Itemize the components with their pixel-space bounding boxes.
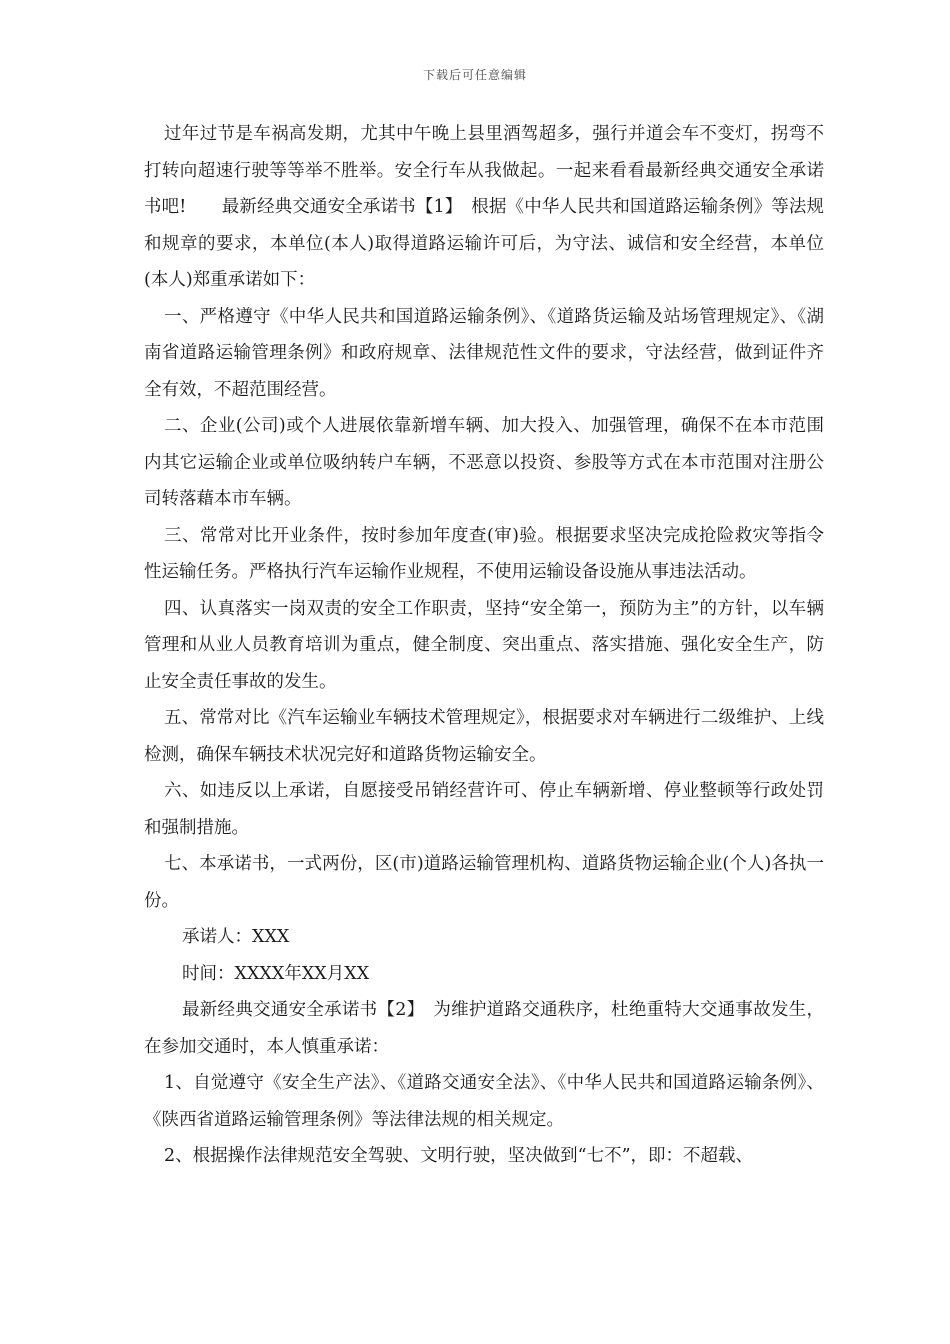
clause-2: 二、企业(公司)或个人进展依靠新增车辆、加大投入、加强管理，确保不在本市范围内其它运输企业或单位吸纳转户车辆，不恶意以投资、参股等方式在本市范围对注册公司转落藉本市车辆。 <box>144 416 824 509</box>
intro-paragraph: 过年过节是车祸高发期，尤其中午晚上县里酒驾超多，强行并道会车不变灯，拐弯不打转向超速行驶等等举不胜举。安全行车从我做起。一起来看看最新经典交通安全承诺书吧! 最新经典交通安全承诺书【1】 根据《中华人民共和国道路运输条例》等法规和规章的要求，本单位(本人)取得道路运输许可后，为守法、诚信和安全经营，本单位(本人)郑重承诺如下： <box>144 124 824 290</box>
page-header: 下载后可任意编辑 <box>422 68 527 82</box>
clause-3: 三、常常对比开业条件，按时参加年度查(审)验。根据要求坚决完成抢险救灾等指令性运输任务。严格执行汽车运输作业规程，不使用运输设备设施从事违法活动。 <box>144 525 824 582</box>
clause-7: 七、本承诺书，一式两份，区(市)道路运输管理机构、道路货物运输企业(个人)各执一份。 <box>144 854 824 911</box>
clause-4: 四、认真落实一岗双责的安全工作职责，坚持“安全第一，预防为主”的方针，以车辆管理和从业人员教育培训为重点，健全制度、突出重点、落实措施、强化安全生产，防止安全责任事故的发生。 <box>144 598 824 692</box>
clause-5: 五、常常对比《汽车运输业车辆技术管理规定》，根据要求对车辆进行二级维护、上线检测，确保车辆技术状况完好和道路货物运输安全。 <box>144 708 824 765</box>
document-body <box>144 116 824 1175</box>
clause-6: 六、如违反以上承诺，自愿接受吊销经营许可、停止车辆新增、停业整顿等行政处罚和强制措施。 <box>144 781 824 838</box>
section-2-intro: 最新经典交通安全承诺书【2】 为维护道路交通秩序，杜绝重特大交通事故发生，在参加交通时，本人慎重承诺： <box>144 1000 824 1057</box>
signatory-line: 承诺人：XXX <box>182 927 290 947</box>
date-line: 时间：XXXX年XX月XX <box>182 963 370 984</box>
clause-1: 一、严格遵守《中华人民共和国道路运输条例》、《道路货运输及站场管理规定》、《湖南省道路运输管理条例》和政府规章、法律规范性文件的要求，守法经营，做到证件齐全有效，不超范围经营。 <box>144 306 824 400</box>
pledge-2: 2、根据操作法律规范安全驾驶、文明行驶，坚决做到“七不”，即：不超载、 <box>164 1146 754 1166</box>
pledge-1: 1、自觉遵守《安全生产法》、《道路交通安全法》、《中华人民共和国道路运输条例》、《陕西省道路运输管理条例》等法律法规的相关规定。 <box>144 1073 824 1130</box>
